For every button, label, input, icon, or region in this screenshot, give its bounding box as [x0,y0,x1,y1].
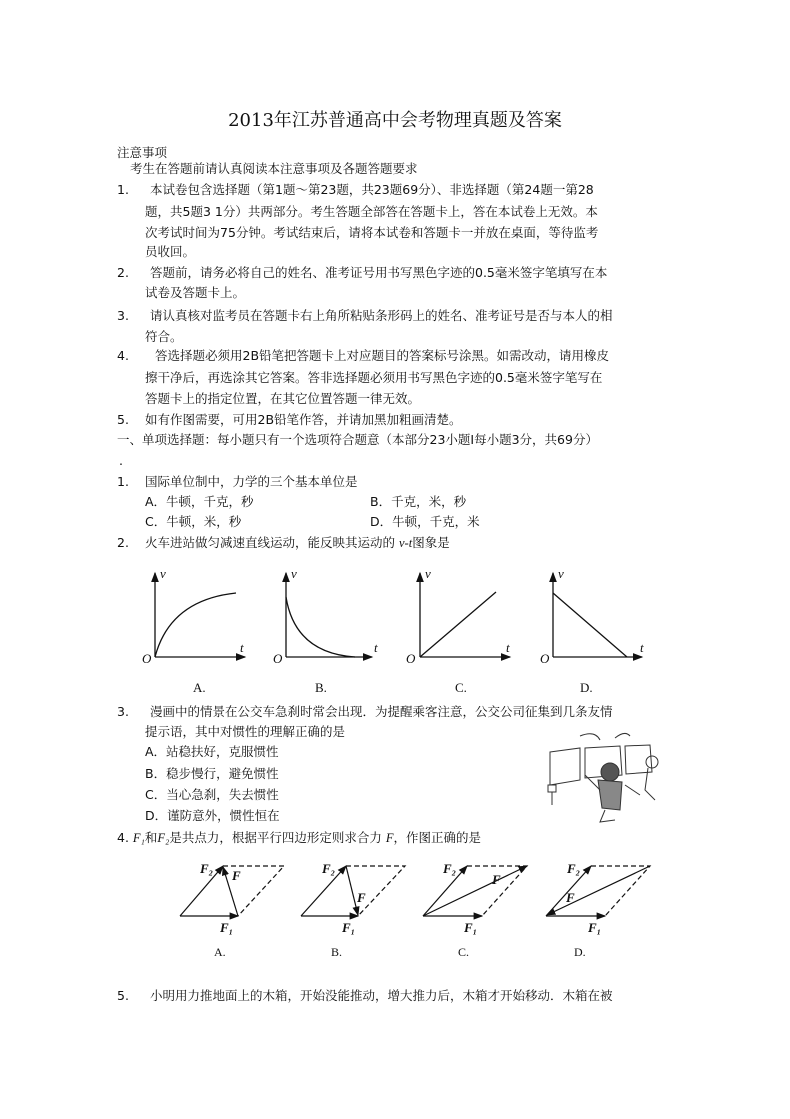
label-f1: F₁ [464,920,478,935]
axis-label-t: t [506,640,510,655]
question-text: 漫画中的情景在公交车急刹时常会出现．为提醒乘客注意，公交公司征集到几条友情 [150,704,613,719]
diagram-label-a: A. [214,945,226,959]
var-f2: F₂ [157,831,170,845]
label-f2: F₂ [443,861,457,876]
question-text-part: 图象是 [412,535,450,550]
axis-label-t: t [240,640,244,655]
graph-b-curve [286,597,355,657]
diagram-label-b: B. [331,945,343,959]
item-number: 5. [117,412,129,427]
question-number: 1. [117,474,129,489]
item-line: 答题卡上的指定位置，在其它位置答题一律无效。 [145,391,421,406]
axis-label-t: t [640,640,644,655]
question-text: 国际单位制中，力学的三个基本单位是 [145,474,358,489]
bus-cartoon-image [540,730,670,825]
origin-label: O [540,651,550,666]
page-title: 2013年江苏普通高中会考物理真题及答案 [228,110,562,131]
question-text-part: ，作图正确的是 [393,830,482,845]
option-b: B．稳步慢行，避免惯性 [145,766,279,781]
graph-label-c: C. [455,680,467,695]
diagram-d [546,866,650,916]
item-line: 次考试时间为75分钟。考试结束后，请将本试卷和答题卡一并放在桌面，等待监考 [145,225,599,240]
notice-intro: 考生在答题前请认真阅读本注意事项及各题答题要求 [130,161,418,176]
graph-a-curve [155,593,236,657]
axis-label-t: t [374,640,378,655]
question-text [117,830,481,846]
question-text: 小明用力推地面上的木箱，开始没能推动，增大推力后，木箱才开始移动．木箱在被 [150,988,613,1003]
axis-label-v: v [291,566,297,581]
graph-a [155,573,245,657]
axis-label-v: v [425,566,431,581]
item-number: 1. [117,182,129,197]
graph-label-a: A. [193,680,206,695]
force-diagrams-figure [170,850,670,970]
origin-label: O [406,651,416,666]
graph-c [420,573,510,657]
item-number: 2. [117,265,129,280]
item-line: 答题前，请务必将自己的姓名、准考证号用书写黑色字迹的0.5毫米签字笔填写在本 [150,265,608,280]
label-f2: F₂ [322,861,336,876]
question-number: 3. [117,704,129,719]
option-d: D．谨防意外，惯性恒在 [145,808,280,823]
question-number: 4. [117,830,129,845]
option-d: D．牛顿，千克，米 [370,514,480,529]
vt-graphs-figure [130,555,670,700]
notice-heading: 注意事项 [117,145,168,160]
item-line: 请认真核对监考员在答题卡右上角所粘贴条形码上的姓名、准考证号是否与本人的相 [150,308,613,323]
option-b: B．千克，米，秒 [370,494,467,509]
origin-label: O [142,651,152,666]
section-heading-dot: . [119,453,123,468]
section-heading: 一、单项选择题：每小题只有一个选项符合题意（本部分23小题I每小题3分，共69分） [117,432,598,447]
option-c: C．牛顿，米，秒 [145,514,242,529]
diagram-b [301,866,405,916]
axis-label-v: v [160,566,166,581]
var-f: F [385,831,394,845]
question-text-part: 是共点力，根据平行四边形定则求合力 [169,830,382,845]
diagram-label-c: C. [458,945,470,959]
question-text-part: 火车进站做匀减速直线运动，能反映其运动的 [145,535,396,550]
item-number: 3. [117,308,129,323]
label-f1: F₁ [220,920,234,935]
label-f: F [357,890,366,905]
item-line: 员收回。 [145,244,196,259]
item-line: 题，共5题3 1分）共两部分。考生答题全部答在答题卡上，答在本试卷上无效。本 [145,204,598,219]
label-f: F [232,868,241,883]
question-text: 提示语，其中对惯性的理解正确的是 [145,724,346,739]
graph-d-line [553,593,627,657]
label-f: F [566,890,575,905]
label-f1: F₁ [342,920,356,935]
option-c: C．当心急刹，失去惯性 [145,787,279,802]
item-line: 符合。 [145,329,183,344]
item-line: 答选择题必须用2B铅笔把答题卡上对应题目的答案标号涂黑。如需改动，请用橡皮 [155,348,610,363]
item-line: 擦干净后，再选涂其它答案。答非选择题必须用书写黑色字迹的0.5毫米签字笔写在 [145,370,603,385]
label-f2: F₂ [567,861,581,876]
item-line: 如有作图需要，可用2B铅笔作答，并请加黑加粗画清楚。 [145,412,462,427]
question-text-part: 和 [144,830,158,845]
graph-label-b: B. [315,680,327,695]
diagram-c [423,866,527,916]
option-a: A．站稳扶好，克服惯性 [145,744,279,759]
graph-d [553,573,642,657]
var-f1: F₁ [132,831,145,845]
question-number: 5. [117,988,129,1003]
item-line: 试卷及答题卡上。 [145,285,246,300]
item-number: 4. [117,348,129,363]
graph-label-d: D. [580,680,593,695]
question-text [145,535,450,551]
diagram-label-d: D. [574,945,586,959]
label-f2: F₂ [200,861,214,876]
question-number: 2. [117,535,129,550]
graph-b [286,573,372,657]
variable-vt: v-t [399,536,413,550]
graph-c-line [420,592,496,657]
label-f1: F₁ [588,920,602,935]
label-f: F [492,872,501,887]
axis-label-v: v [558,566,564,581]
origin-label: O [273,651,283,666]
item-line: 本试卷包含选择题（第1题～第23题，共23题69分）、非选择题（第24题一第28 [150,182,594,197]
option-a: A．牛顿，千克，秒 [145,494,254,509]
